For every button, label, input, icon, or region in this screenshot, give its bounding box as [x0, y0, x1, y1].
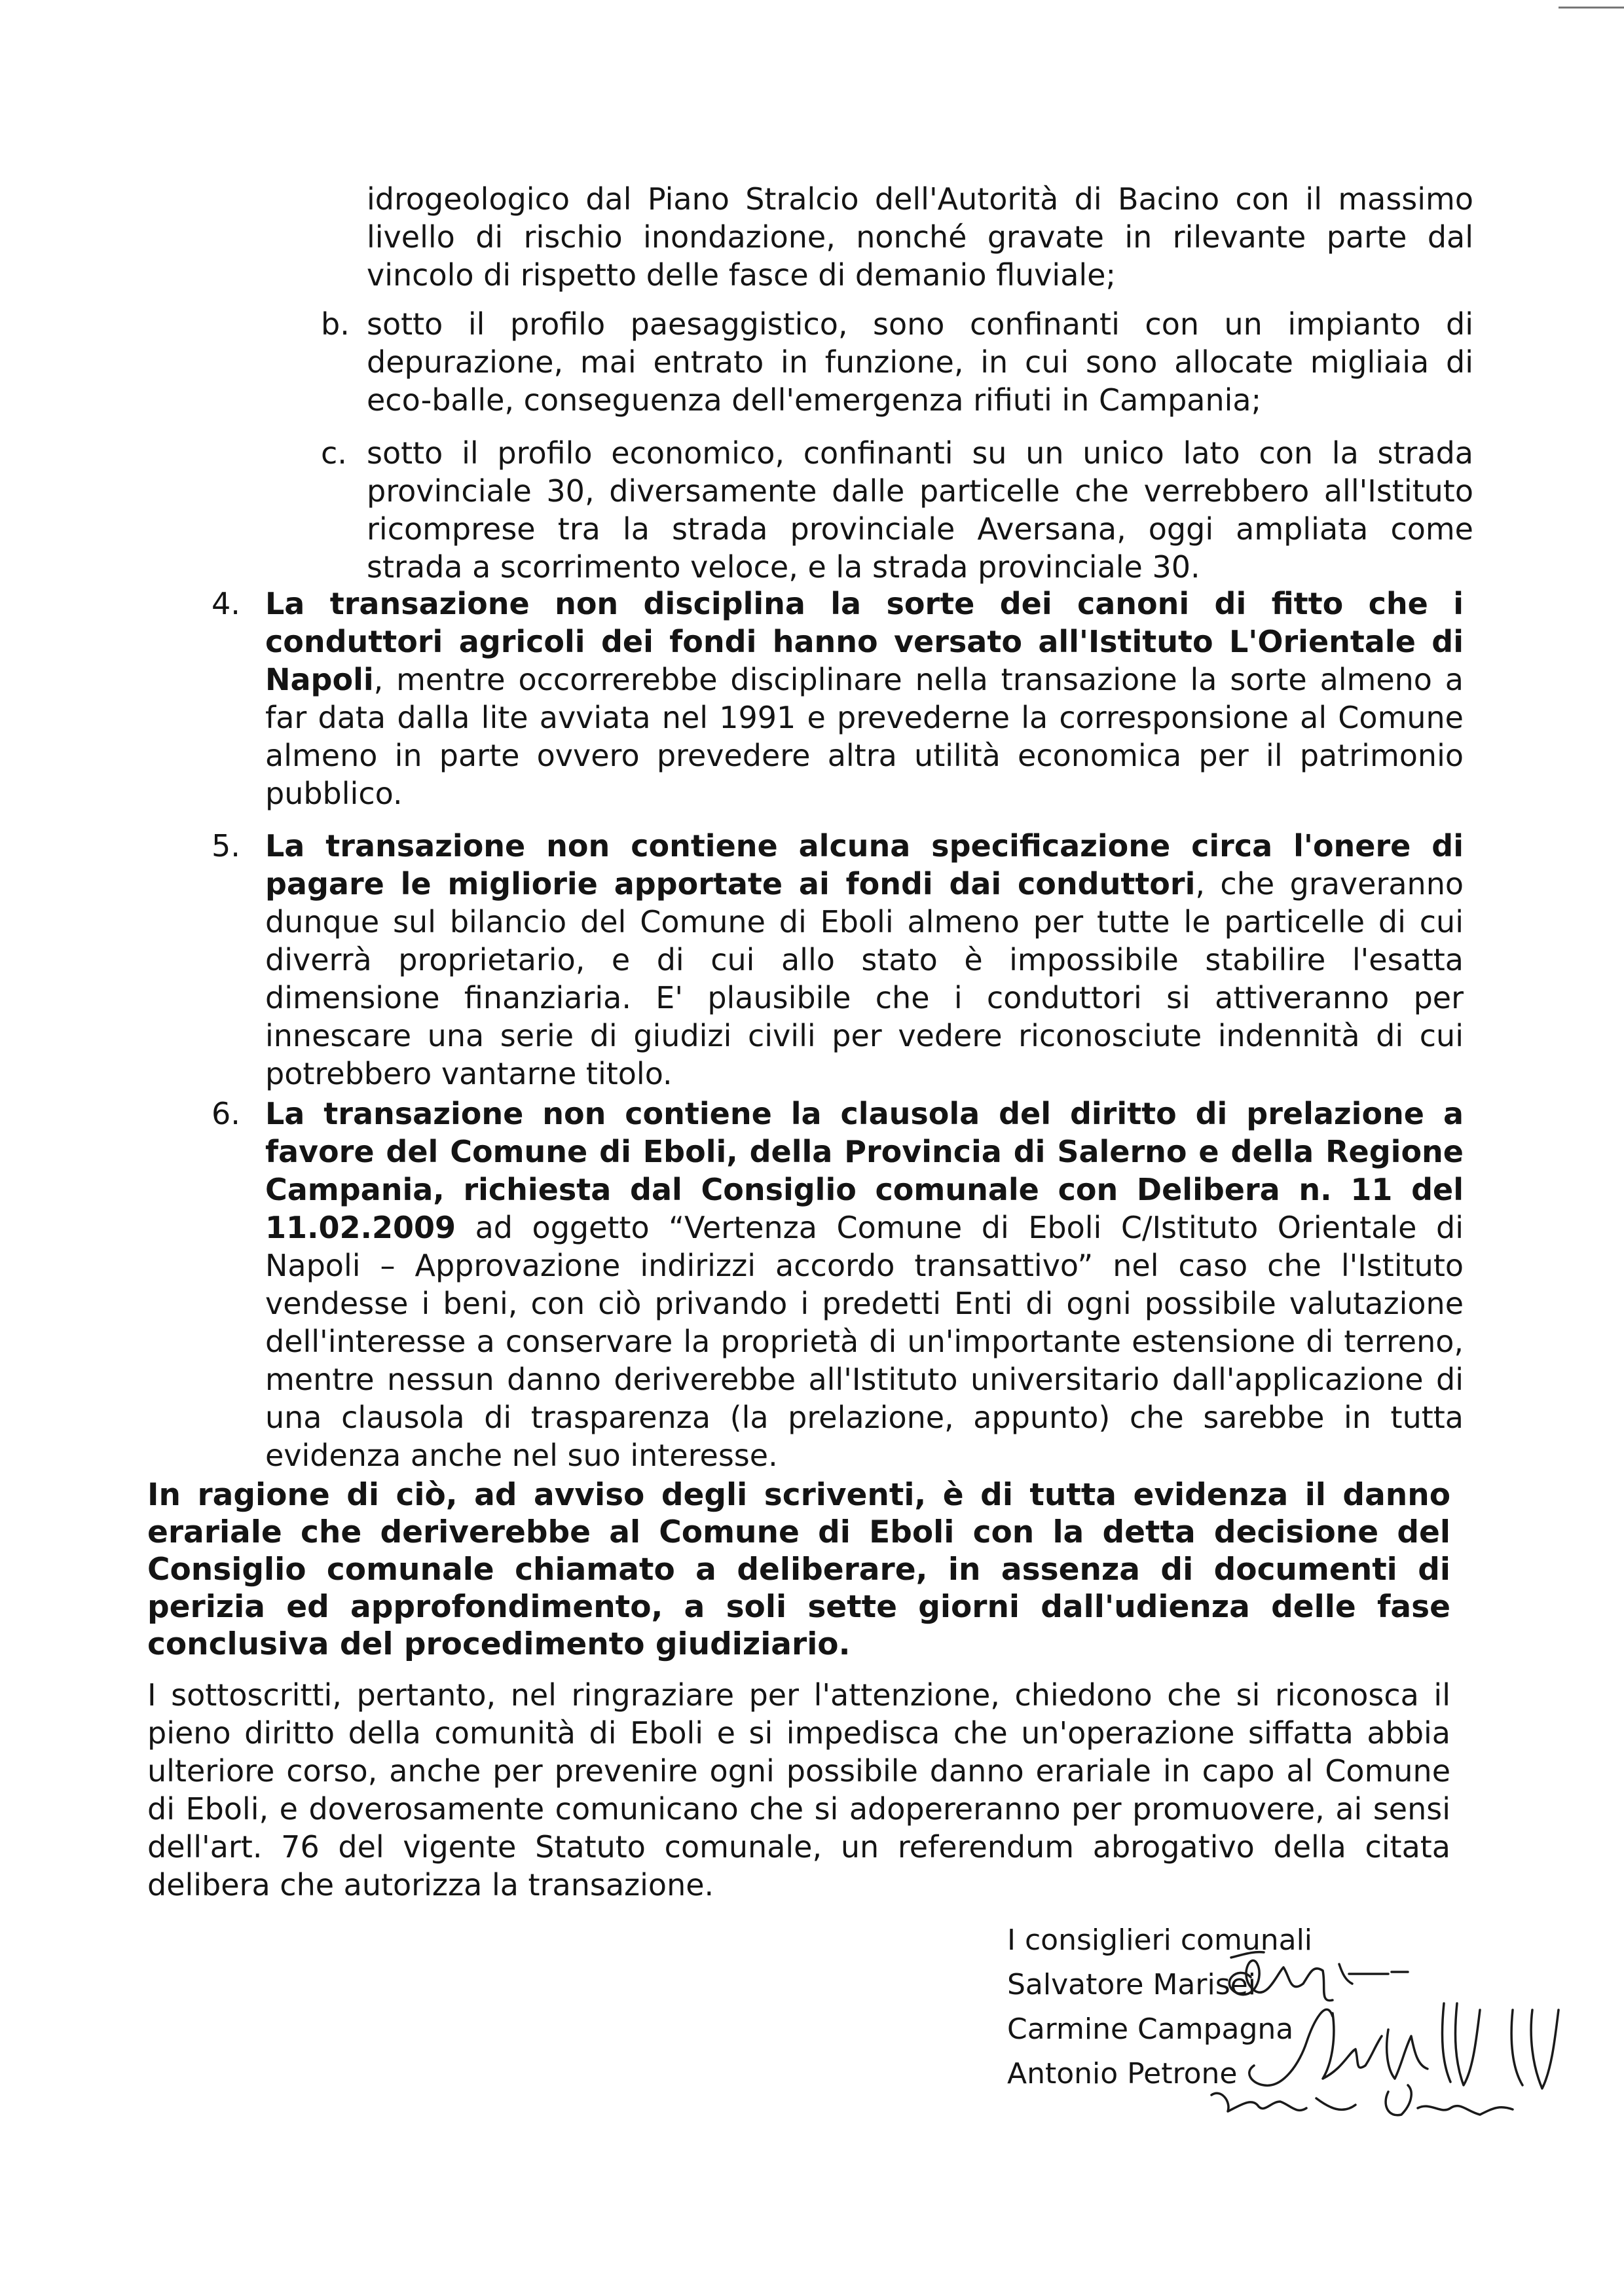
conclusion-paragraph: In ragione di ciò, ad avviso degli scriventi, è di tutta evidenza il danno erariale che deriverebbe al Comune di Eboli con la detta decisione del Consiglio comunale chiamato a deliberare, in assenza di documenti di perizia ed approfondimento, a soli sette giorni dall'udienza delle fase conclusiva del procedimento giudiziario.	[147, 1477, 1450, 1662]
item-number: 4.	[212, 586, 240, 621]
sub-item-marker: b.	[321, 306, 350, 342]
item-number: 5.	[212, 828, 240, 864]
sub-item-text: sotto il profilo economico, confinanti su un unico lato con la strada provinciale 30, diversamente dalle particelle che verrebbero all'Istituto ricomprese tra la strada provinciale Aversana, oggi ampliata come strada a scorrimento veloce, e la strada provinciale 30.	[367, 435, 1473, 585]
sub-item-b	[321, 305, 1473, 419]
item-bold-lead: La transazione non disciplina la sorte dei canoni di fitto che i conduttori agricoli dei fondi hanno versato all'Istituto L'Orientale di Napoli	[265, 586, 1464, 697]
numbered-item-5	[212, 827, 1464, 1093]
item-number: 6.	[212, 1096, 240, 1131]
closing-paragraph: I sottoscritti, pertanto, nel ringraziare per l'attenzione, chiedono che si riconosca il pieno diritto della comunità di Eboli e si impedisca che un'operazione siffatta abbia ulteriore corso, anche per prevenire ogni possibile danno erariale in capo al Comune di Eboli, e doverosamente comunicano che si adopereranno per promuovere, ai sensi dell'art. 76 del vigente Statuto comunale, un referendum abrogativo della citata delibera che autorizza la transazione.	[147, 1677, 1450, 1903]
item-bold-lead: La transazione non contiene alcuna specificazione circa l'onere di pagare le migliorie apportate ai fondi dai conduttori	[265, 828, 1464, 902]
signatory-name: Antonio Petrone	[1007, 2057, 1238, 2090]
numbered-item-6	[212, 1095, 1464, 1474]
signatory-name: Carmine Campagna	[1007, 2013, 1294, 2046]
sub-item-marker: c.	[321, 435, 347, 471]
item-text: , mentre occorrerebbe disciplinare nella transazione la sorte almeno a far data dalla lite avviata nel 1991 e prevederne la corresponsione al Comune almeno in parte ovvero prevedere altra utilità economica per il patrimonio pubblico.	[265, 662, 1464, 811]
handwritten-signatures	[1192, 1938, 1585, 2147]
scan-edge-mark	[1559, 7, 1624, 9]
item-text: ad oggetto “Vertenza Comune di Eboli C/Istituto Orientale di Napoli – Approvazione indirizzi accordo transattivo” nel caso che l'Istituto vendesse i beni, con ciò privando i predetti Enti di ogni possibile valutazione dell'interesse a conservare la proprietà di un'importante estensione di terreno, mentre nessun danno deriverebbe all'Istituto universitario dall'applicazione di una clausola di trasparenza (la prelazione, appunto) che sarebbe in tutta evidenza anche nel suo interesse.	[265, 1210, 1464, 1473]
sub-item-text: sotto il profilo paesaggistico, sono confinanti con un impianto di depurazione, mai entrato in funzione, in cui sono allocate migliaia di eco-balle, conseguenza dell'emergenza rifiuti in Campania;	[367, 306, 1473, 418]
intro-paragraph: idrogeologico dal Piano Stralcio dell'Autorità di Bacino con il massimo livello di rischio inondazione, nonché gravate in rilevante parte dal vincolo di rispetto delle fasce di demanio fluviale;	[367, 181, 1473, 293]
sub-item-c	[321, 434, 1473, 586]
signatory-name: Salvatore Marisei	[1007, 1968, 1256, 2001]
item-bold-lead: La transazione non contiene la clausola del diritto di prelazione a favore del Comune di Eboli, della Provincia di Salerno e della Regione Campania, richiesta dal Consiglio comunale con Delibera n. 11 del 11.02.2009	[265, 1096, 1464, 1245]
numbered-item-4	[212, 585, 1464, 812]
signature-heading: I consiglieri comunali	[1007, 1923, 1313, 1957]
item-text: , che graveranno dunque sul bilancio del Comune di Eboli almeno per tutte le particelle di cui diverrà proprietario, e di cui allo stato è impossibile stabilire l'esatta dimensione finanziaria. E' plausibile che i conduttori si attiveranno per innescare una serie di giudizi civili per vedere riconosciute indennità di cui potrebbero vantarne titolo.	[265, 866, 1464, 1091]
